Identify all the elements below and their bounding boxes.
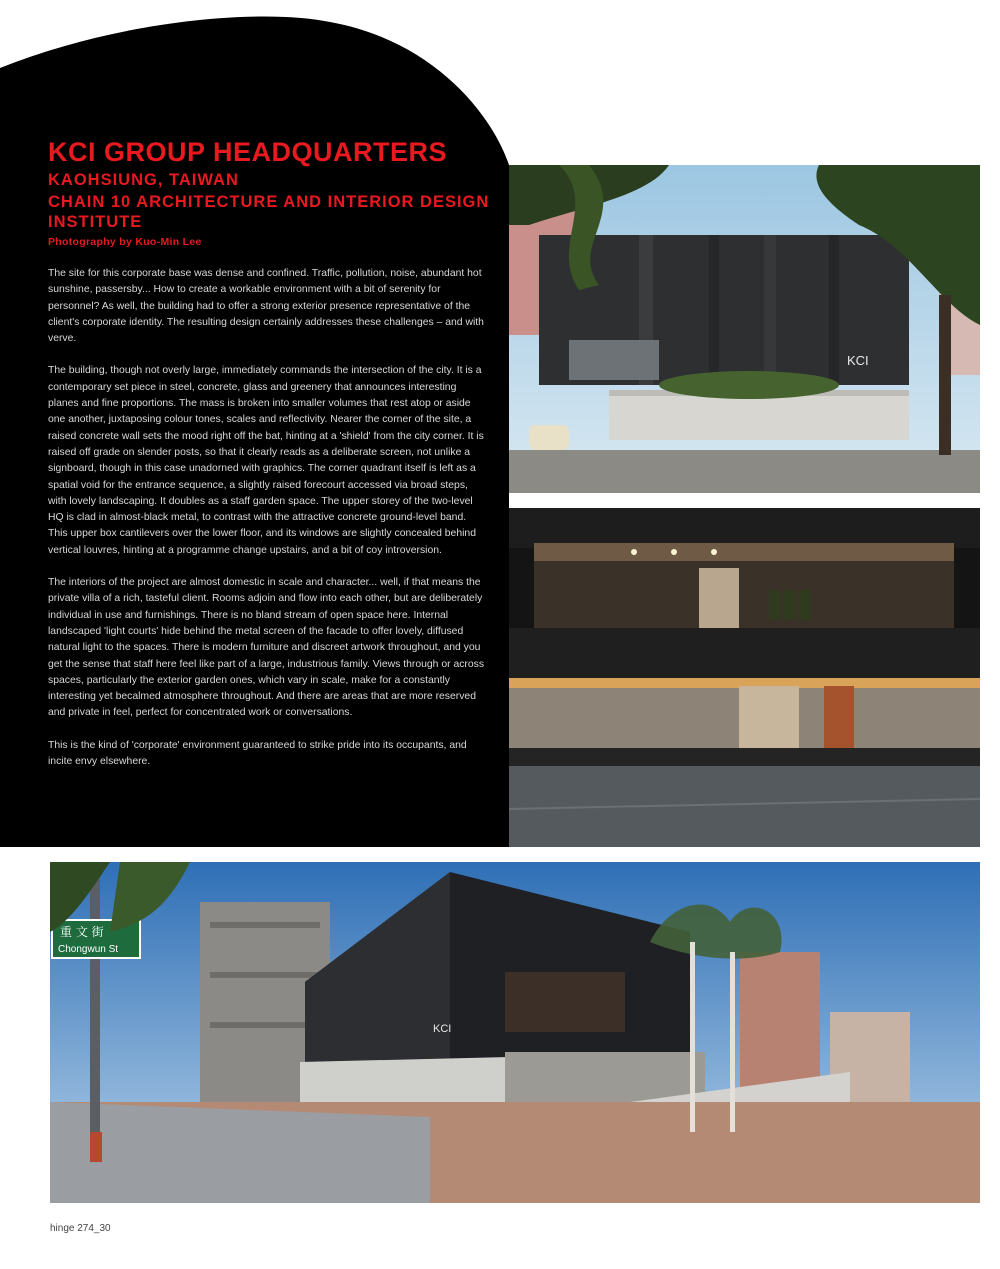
kci-sign: KCI [847, 353, 869, 368]
paragraph: The site for this corporate base was dense and confined. Traffic, pollution, noise, abundant hot sunshine, passersby... How to create a workable environment with a bit of serenity for personnel? As well, the building had to offer a strong exterior presence representative of the client's corporate identity. The resulting design certainly addresses these challenges – and with verve. [48, 268, 484, 345]
paragraph: The building, though not overly large, immediately commands the intersection of the city. It is a contemporary set piece in steel, concrete, glass and greenery that announces interesting planes and fine proportions. The mass is broken into smaller volumes that rest atop or aside one another, juxtaposing colour tones, scales and reflectivity. Nearer the corner of the site, a raised concrete wall sets the mood right off the bat, hinting at a 'shield' from the city corner. It is raised off grade on slender posts, so that it clearly reads as a deliberate screen, not unlike a signboard, though in this case unadorned with graphics. The corner quadrant itself is left as a spatial void for the entrance sequence, a slightly raised forecourt accessed via broad steps, with lovely landscaping. It doubles as a staff garden space. The upper storey of the two-level HQ is clad in almost-black metal, to contrast with the attractive concrete ground-level band. This upper box cantilevers over the lower floor, and its windows are slightly concealed behind vertical louvres, hinting at a programme change upstairs, and a bit of coy introversion. [48, 365, 484, 556]
article-architect: CHAIN 10 ARCHITECTURE AND INTERIOR DESIGN INSTITUTE [48, 193, 490, 231]
article-title: KCI GROUP HEADQUARTERS [48, 137, 448, 167]
photo-daytime-facade [509, 165, 980, 493]
building-kci-sign: KCI [433, 1023, 452, 1035]
paragraph: The interiors of the project are almost domestic in scale and character... well, if that means the private villa of a rich, tasteful client. Rooms adjoin and flow into each other, but are deliberately individual in use and furnishings. There is no bland stream of open space here. Internal landscaped 'light courts' hide behind the metal screen of the facade to offer lovely, diffused natural light to the spaces. There is modern furniture and discreet artwork throughout, and you get the sense that staff here feel like part of a large, industrious family. Views through or across spaces, particularly the exterior garden ones, which vary in scale, make for a constantly interesting yet becalmed atmosphere throughout. And there are areas that are more reserved and private in feel, perfect for concentrated work or conversations. [48, 577, 485, 719]
street-sign-english: Chongwun St [58, 944, 119, 955]
paragraph: This is the kind of 'corporate' environment guaranteed to strike pride into its occupants, and incite envy elsewhere. [48, 739, 467, 768]
photo-night-entrance [509, 508, 980, 847]
article-body [48, 266, 488, 786]
photo-street-corner [50, 862, 980, 1203]
photo-credit: Photography by Kuo-Min Lee [48, 236, 202, 248]
street-sign-chinese: 重 文 街 [60, 925, 104, 939]
article-location: KAOHSIUNG, TAIWAN [48, 171, 239, 189]
page-footer: hinge 274_30 [50, 1223, 111, 1234]
